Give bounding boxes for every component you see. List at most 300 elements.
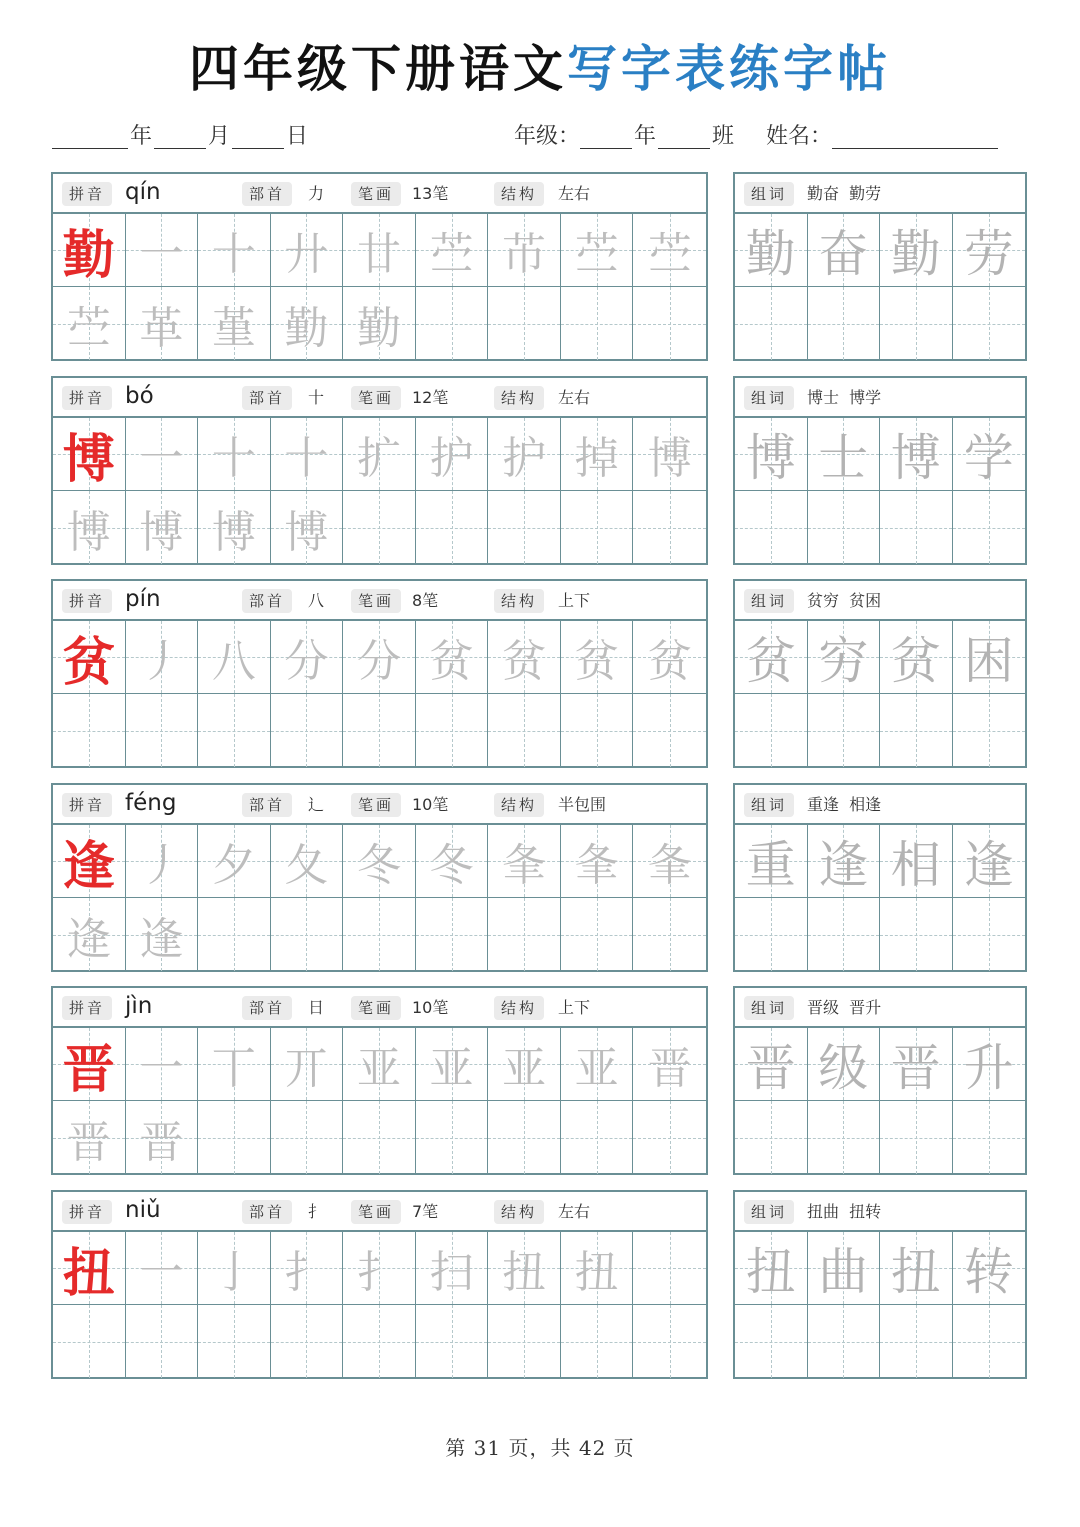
practice-cell[interactable] [53,1101,126,1174]
practice-cell[interactable] [416,694,489,767]
stroke-step-character: 八 [211,636,256,687]
word-cell[interactable] [880,214,953,287]
practice-cell[interactable] [633,1101,706,1174]
grade-year-label: 年 [634,124,657,149]
practice-cell[interactable] [488,1232,561,1305]
radical-tag: 部首 [242,386,292,410]
practice-cell[interactable] [126,1305,199,1378]
stroke-step-character: 夂 [284,840,329,891]
practice-cell[interactable] [416,621,489,694]
words-value: 晋级 晋升 [807,998,882,1017]
practice-cell[interactable] [416,287,489,360]
year-blank[interactable] [52,124,128,149]
stroke-step-character: 夆 [574,840,619,891]
word-cell[interactable] [735,491,808,564]
word-character: 重 [745,836,796,894]
stroke-step-character: 一 [139,1043,184,1094]
stroke-step-character: 廿 [356,229,401,280]
strokes-value: 13笔 [412,184,449,203]
strokes-tag: 笔画 [351,1200,401,1224]
page-footer: 第 31 页，共 42 页 [445,1436,635,1460]
strokes-value: 10笔 [412,795,449,814]
char-info-header [53,581,706,621]
structure-value: 左右 [558,184,591,203]
radical-tag: 部首 [242,182,292,206]
stroke-step-character: 苎 [574,229,619,280]
practice-cell[interactable] [416,1101,489,1174]
practice-cell[interactable] [126,1101,199,1174]
word-cell[interactable] [808,1232,881,1305]
practice-cell[interactable] [126,418,199,491]
practice-cell[interactable] [198,214,271,287]
practice-cell[interactable] [488,825,561,898]
title-black: 四年级下册语文 [189,40,567,98]
word-cell[interactable] [880,694,953,767]
word-character: 士 [818,429,869,487]
month-label: 月 [208,124,231,149]
pinyin-tag: 拼音 [62,386,112,410]
practice-cell[interactable] [343,287,416,360]
practice-cell[interactable] [126,491,199,564]
practice-cell[interactable] [561,1101,634,1174]
words-tag: 组词 [744,386,794,410]
word-character: 扭 [745,1243,796,1301]
stroke-step-character: 护 [429,433,474,484]
practice-cell[interactable] [126,898,199,971]
word-character: 逢 [818,836,869,894]
practice-cell[interactable] [416,491,489,564]
page-title [0,34,1080,104]
practice-cell[interactable] [343,825,416,898]
practice-cell[interactable] [633,1028,706,1101]
main-character: 勤 [62,225,115,286]
pinyin-value: qín [125,179,161,205]
strokes-tag: 笔画 [351,996,401,1020]
practice-cell[interactable] [126,214,199,287]
practice-cell[interactable] [561,418,634,491]
grade-label: 年级： [514,124,581,149]
stroke-step-character: 丿 [139,840,184,891]
practice-cell[interactable] [343,898,416,971]
word-cell[interactable] [953,898,1026,971]
word-cell[interactable] [735,418,808,491]
structure-tag: 结构 [494,386,544,410]
pinyin-tag: 拼音 [62,182,112,206]
stroke-step-character: 扌 [356,1247,401,1298]
word-cell[interactable] [953,287,1026,360]
word-character: 勤 [745,225,796,283]
practice-cell[interactable] [343,1028,416,1101]
year-label: 年 [130,124,153,149]
words-value: 重逢 相逢 [807,795,882,814]
stroke-step-character: 苎 [66,302,111,354]
word-cell[interactable] [808,898,881,971]
practice-cell[interactable] [416,1232,489,1305]
pinyin-value: bó [125,383,154,409]
practice-cell[interactable] [633,898,706,971]
radical-value: 辶 [308,795,325,814]
practice-cell[interactable] [561,1232,634,1305]
practice-cell[interactable] [488,898,561,971]
pinyin-tag: 拼音 [62,589,112,613]
practice-cell[interactable] [633,1305,706,1378]
word-character: 穷 [818,632,869,690]
practice-cell[interactable] [343,1232,416,1305]
word-character: 勤 [890,225,941,283]
practice-cell[interactable] [271,621,344,694]
practice-cell[interactable] [416,825,489,898]
practice-cell[interactable] [126,825,199,898]
practice-cell[interactable] [633,491,706,564]
practice-cell[interactable] [198,1028,271,1101]
char-info-header [53,988,706,1028]
student-line [514,120,998,154]
stroke-step-character: 亚 [574,1043,619,1094]
practice-cell[interactable] [488,491,561,564]
radical-value: 扌 [308,1202,325,1221]
practice-cell[interactable] [53,1305,126,1378]
practice-cell[interactable] [488,287,561,360]
practice-cell[interactable] [126,694,199,767]
practice-cell[interactable] [488,621,561,694]
strokes-value: 10笔 [412,998,449,1017]
stroke-step-character: 芇 [502,229,547,280]
word-cell[interactable] [808,214,881,287]
name-label: 姓名： [766,124,833,149]
practice-cell[interactable] [198,621,271,694]
word-cell[interactable] [735,1101,808,1174]
practice-cell[interactable] [561,1305,634,1378]
practice-cell[interactable] [416,214,489,287]
stroke-step-character: 冬 [356,840,401,891]
stroke-step-character: 苎 [647,229,692,280]
practice-cell[interactable] [126,1232,199,1305]
word-cell[interactable] [953,491,1026,564]
word-cell[interactable] [735,214,808,287]
word-cell[interactable] [953,621,1026,694]
word-cell[interactable] [735,898,808,971]
practice-cell[interactable] [271,1232,344,1305]
practice-cell[interactable] [126,621,199,694]
radical-tag: 部首 [242,589,292,613]
stroke-step-character: 一 [139,433,184,484]
word-cell[interactable] [735,1232,808,1305]
structure-tag: 结构 [494,793,544,817]
stroke-step-character: 护 [502,433,547,484]
word-character: 学 [963,429,1014,487]
stroke-step-character: 一 [139,229,184,280]
word-cell[interactable] [880,418,953,491]
practice-cell[interactable] [271,1101,344,1174]
grade-blank[interactable] [580,124,632,149]
words-value: 扭曲 扭转 [807,1202,882,1221]
words-tag: 组词 [744,793,794,817]
word-cell[interactable] [808,1028,881,1101]
char-block-5 [51,986,708,1175]
practice-cell[interactable] [633,694,706,767]
word-character: 级 [818,1039,869,1097]
practice-cell[interactable] [488,1305,561,1378]
word-cell[interactable] [953,1232,1026,1305]
day-blank[interactable] [232,124,284,149]
stroke-step-character: 丿 [139,636,184,687]
word-header [735,785,1025,825]
word-cell[interactable] [735,694,808,767]
practice-cell[interactable] [488,1028,561,1101]
stroke-step-character: 一 [139,1247,184,1298]
pinyin-value: féng [125,790,177,816]
practice-cell[interactable] [343,1305,416,1378]
word-cell[interactable] [808,287,881,360]
structure-value: 左右 [558,388,591,407]
practice-cell[interactable] [53,1232,126,1305]
practice-cell[interactable] [343,621,416,694]
practice-cell[interactable] [271,287,344,360]
practice-cell[interactable] [53,1028,126,1101]
practice-cell[interactable] [198,287,271,360]
name-blank[interactable] [832,124,998,149]
word-cell[interactable] [735,1028,808,1101]
stroke-step-character: 扌 [284,1247,329,1298]
practice-cell[interactable] [271,898,344,971]
word-cell[interactable] [880,621,953,694]
main-character: 贫 [62,632,115,693]
stroke-step-character: 分 [284,636,329,687]
word-cell[interactable] [808,418,881,491]
stroke-step-character: 廾 [284,229,329,280]
radical-value: 十 [308,388,325,407]
stroke-step-character: 贫 [502,636,547,687]
word-block-5 [733,986,1027,1175]
word-header [735,174,1025,214]
practice-cell[interactable] [633,825,706,898]
word-cell[interactable] [735,825,808,898]
practice-cell[interactable] [198,418,271,491]
stroke-step-character: 博 [139,506,184,558]
word-cell[interactable] [808,491,881,564]
practice-cell[interactable] [343,694,416,767]
practice-cell[interactable] [561,694,634,767]
word-cell[interactable] [735,621,808,694]
word-character: 扭 [890,1243,941,1301]
word-cell[interactable] [953,694,1026,767]
practice-cell[interactable] [271,214,344,287]
word-cell[interactable] [808,1305,881,1378]
stroke-step-character: 冬 [429,840,474,891]
words-value: 勤奋 勤劳 [807,184,882,203]
practice-cell[interactable] [633,1232,706,1305]
practice-cell[interactable] [53,898,126,971]
practice-cell[interactable] [271,1028,344,1101]
strokes-value: 7笔 [412,1202,439,1221]
word-character: 困 [963,632,1014,690]
char-block-1 [51,172,708,361]
stroke-step-character: 扫 [429,1247,474,1298]
practice-cell[interactable] [126,287,199,360]
word-cell[interactable] [735,287,808,360]
word-character: 晋 [890,1039,941,1097]
strokes-tag: 笔画 [351,589,401,613]
practice-cell[interactable] [343,1101,416,1174]
practice-cell[interactable] [633,287,706,360]
stroke-step-character: 亚 [502,1043,547,1094]
structure-value: 左右 [558,1202,591,1221]
stroke-step-character: 扩 [356,433,401,484]
words-value: 贫穷 贫困 [807,591,882,610]
practice-cell[interactable] [561,287,634,360]
practice-cell[interactable] [343,418,416,491]
word-cell[interactable] [808,825,881,898]
pinyin-value: jìn [125,993,153,1019]
pinyin-value: pín [125,586,161,612]
word-header [735,581,1025,621]
radical-tag: 部首 [242,793,292,817]
word-cell[interactable] [808,621,881,694]
practice-cell[interactable] [53,418,126,491]
practice-cell[interactable] [53,621,126,694]
practice-cell[interactable] [271,1305,344,1378]
stroke-step-character: 十 [284,433,329,484]
practice-cell[interactable] [488,214,561,287]
practice-cell[interactable] [343,214,416,287]
practice-cell[interactable] [53,491,126,564]
char-info-header [53,378,706,418]
stroke-step-character: 扭 [502,1247,547,1298]
stroke-step-character: 苎 [429,229,474,280]
practice-cell[interactable] [561,621,634,694]
word-character: 相 [890,836,941,894]
pinyin-value: niǔ [125,1197,161,1223]
words-tag: 组词 [744,996,794,1020]
stroke-step-character: 贫 [647,636,692,687]
practice-cell[interactable] [198,898,271,971]
practice-cell[interactable] [198,694,271,767]
strokes-tag: 笔画 [351,793,401,817]
practice-cell[interactable] [53,825,126,898]
practice-cell[interactable] [561,214,634,287]
practice-cell[interactable] [416,1028,489,1101]
structure-tag: 结构 [494,1200,544,1224]
practice-cell[interactable] [53,214,126,287]
stroke-step-character: 亚 [356,1043,401,1094]
stroke-step-character: 丌 [284,1043,329,1094]
practice-cell[interactable] [561,825,634,898]
word-cell[interactable] [953,214,1026,287]
month-blank[interactable] [154,124,206,149]
practice-cell[interactable] [633,418,706,491]
word-block-4 [733,783,1027,972]
practice-cell[interactable] [633,621,706,694]
word-cell[interactable] [880,1101,953,1174]
stroke-step-character: 十 [211,433,256,484]
word-character: 博 [890,429,941,487]
practice-cell[interactable] [416,1305,489,1378]
word-block-3 [733,579,1027,768]
practice-cell[interactable] [561,1028,634,1101]
word-cell[interactable] [880,1028,953,1101]
practice-cell[interactable] [53,694,126,767]
radical-tag: 部首 [242,1200,292,1224]
word-cell[interactable] [735,1305,808,1378]
word-cell[interactable] [880,1232,953,1305]
word-cell[interactable] [953,825,1026,898]
word-cell[interactable] [880,898,953,971]
char-block-6 [51,1190,708,1379]
strokes-tag: 笔画 [351,386,401,410]
practice-cell[interactable] [416,418,489,491]
practice-cell[interactable] [633,214,706,287]
practice-cell[interactable] [488,1101,561,1174]
stroke-step-character: 晋 [647,1043,692,1094]
word-cell[interactable] [808,1101,881,1174]
word-cell[interactable] [953,418,1026,491]
practice-cell[interactable] [126,1028,199,1101]
title-blue: 写字表练字帖 [567,40,891,98]
stroke-step-character: 贫 [574,636,619,687]
practice-cell[interactable] [53,287,126,360]
strokes-tag: 笔画 [351,182,401,206]
stroke-step-character: 勤 [356,302,401,354]
practice-cell[interactable] [198,491,271,564]
practice-cell[interactable] [198,825,271,898]
practice-cell[interactable] [271,418,344,491]
practice-cell[interactable] [561,491,634,564]
practice-cell[interactable] [343,491,416,564]
practice-cell[interactable] [271,694,344,767]
word-cell[interactable] [953,1028,1026,1101]
practice-cell[interactable] [198,1101,271,1174]
practice-cell[interactable] [488,418,561,491]
stroke-step-character: 晋 [66,1116,111,1168]
stroke-step-character: 掉 [574,433,619,484]
word-block-6 [733,1190,1027,1379]
practice-cell[interactable] [198,1305,271,1378]
structure-tag: 结构 [494,996,544,1020]
radical-value: 八 [308,591,325,610]
word-cell[interactable] [953,1305,1026,1378]
word-cell[interactable] [953,1101,1026,1174]
word-character: 转 [963,1243,1014,1301]
word-cell[interactable] [808,694,881,767]
practice-cell[interactable] [198,1232,271,1305]
practice-cell[interactable] [271,491,344,564]
word-cell[interactable] [880,1305,953,1378]
main-character: 逢 [62,836,115,897]
main-character: 博 [62,429,115,490]
word-character: 奋 [818,225,869,283]
word-cell[interactable] [880,287,953,360]
word-cell[interactable] [880,491,953,564]
stroke-step-character: 扭 [574,1247,619,1298]
practice-cell[interactable] [271,825,344,898]
stroke-step-character: 夆 [502,840,547,891]
word-cell[interactable] [880,825,953,898]
practice-cell[interactable] [488,694,561,767]
class-blank[interactable] [658,124,710,149]
word-character: 升 [963,1039,1014,1097]
stroke-step-character: 堇 [211,302,256,354]
date-line [52,120,310,154]
stroke-step-character: 夆 [647,840,692,891]
practice-cell[interactable] [561,898,634,971]
words-tag: 组词 [744,589,794,613]
word-block-2 [733,376,1027,565]
practice-cell[interactable] [416,898,489,971]
pinyin-tag: 拼音 [62,996,112,1020]
char-info-header [53,174,706,214]
word-character: 博 [745,429,796,487]
structure-value: 上下 [558,998,591,1017]
